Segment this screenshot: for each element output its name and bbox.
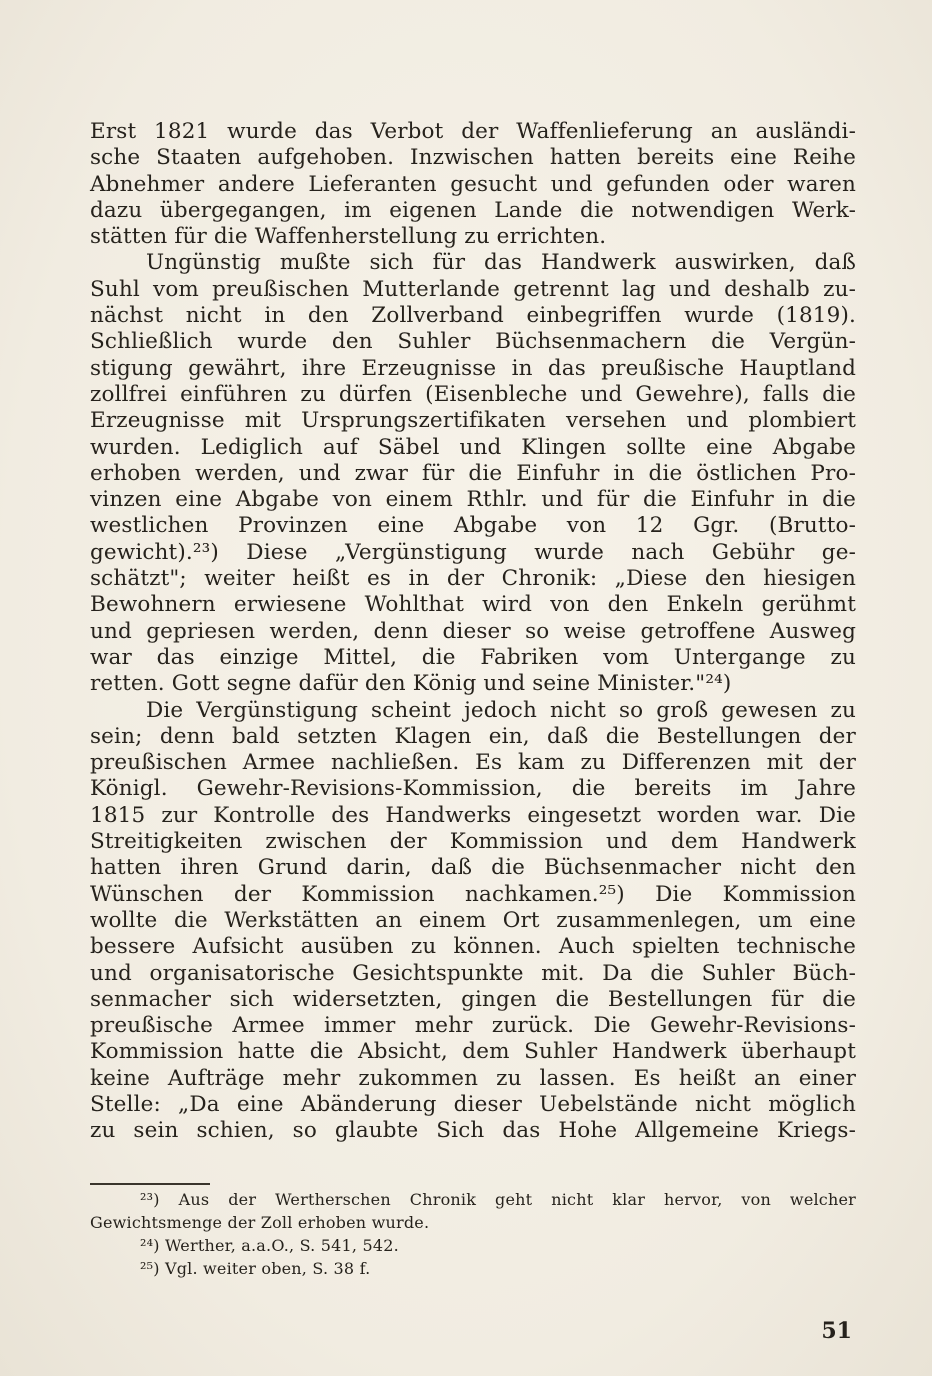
text-line: bessere Aufsicht ausüben zu können. Auch spielten technische [90,934,856,960]
footnote-line: ²³) Aus der Wertherschen Chronik geht nicht klar hervor, von welcher [140,1190,856,1209]
text-line: senmacher sich widersetzten, gingen die Bestellungen für die [90,986,856,1012]
text-line: stätten für die Waffenherstellung zu errichten. [90,224,607,250]
text-line: Königl. Gewehr-Revisions-Kommission, die bereits im Jahre [90,776,856,802]
text-line: Wünschen der Kommission nachkamen.²⁵) Die Kommission [90,881,856,907]
text-line: stigung gewährt, ihre Erzeugnisse in das preußische Hauptland [90,355,856,381]
text-line: Schließlich wurde den Suhler Büchsenmachern die Vergün- [90,329,856,355]
text-line: hatten ihren Grund darin, daß die Büchsenmacher nicht den [90,855,856,881]
text-line: nächst nicht in den Zollverband einbegriffen wurde (1819). [90,303,856,329]
text-line: vinzen eine Abgabe von einem Rthlr. und für die Einfuhr in die [90,487,856,513]
footnote-divider [90,1183,210,1185]
text-line: Ungünstig mußte sich für das Handwerk auswirken, daß [146,250,856,276]
text-line: dazu übergegangen, im eigenen Lande die notwendigen Werk- [90,197,856,223]
footnote-line: ²⁴) Werther, a.a.O., S. 541, 542. [140,1236,399,1255]
text-line: keine Aufträge mehr zukommen zu lassen. Es heißt an einer [90,1065,856,1091]
text-line: und organisatorische Gesichtspunkte mit. Da die Suhler Büch- [90,960,856,986]
text-line: Kommission hatte die Absicht, dem Suhler Handwerk überhaupt [90,1039,856,1065]
text-line: erhoben werden, und zwar für die Einfuhr in die östlichen Pro- [90,460,856,486]
text-line: Suhl vom preußischen Mutterlande getrennt lag und deshalb zu- [90,276,856,302]
text-line: retten. Gott segne dafür den König und seine Minister."²⁴) [90,671,732,697]
footnote-line: Gewichtsmenge der Zoll erhoben wurde. [90,1213,430,1232]
text-line: zollfrei einführen zu dürfen (Eisenbleche und Gewehre), falls die [90,381,856,407]
text-line: 1815 zur Kontrolle des Handwerks eingesetzt worden war. Die [90,802,856,828]
text-line: schätzt"; weiter heißt es in der Chronik: „Diese den hiesigen [90,566,856,592]
text-line: gewicht).²³) Diese „Vergünstigung wurde nach Gebühr ge- [90,539,856,565]
text-line: und gepriesen werden, denn dieser so weise getroffene Ausweg [90,618,856,644]
text-line: Bewohnern erwiesene Wohlthat wird von den Enkeln gerühmt [90,592,856,618]
text-line: wollte die Werkstätten an einem Ort zusammenlegen, um eine [90,907,856,933]
footnotes [90,1188,856,1280]
text-line: war das einzige Mittel, die Fabriken vom Untergange zu [90,644,856,670]
body-text [90,119,856,1145]
text-line: Erst 1821 wurde das Verbot der Waffenlieferung an ausländi- [90,119,856,144]
text-line: Die Vergünstigung scheint jedoch nicht so groß gewesen zu [146,697,856,723]
text-line: preußischen Armee nachließen. Es kam zu Differenzen mit der [90,750,856,776]
text-line: wurden. Lediglich auf Säbel und Klingen sollte eine Abgabe [90,434,856,460]
text-line: Abnehmer andere Lieferanten gesucht und gefunden oder waren [90,171,856,197]
text-line: westlichen Provinzen eine Abgabe von 12 Ggr. (Brutto- [90,513,856,539]
page-number: 51 [821,1318,852,1344]
text-line: sche Staaten aufgehoben. Inzwischen hatten bereits eine Reihe [90,145,856,171]
footnote-line: ²⁵) Vgl. weiter oben, S. 38 f. [140,1259,371,1278]
text-line: Stelle: „Da eine Abänderung dieser Uebelstände nicht möglich [90,1091,856,1117]
text-line: preußische Armee immer mehr zurück. Die Gewehr-Revisions- [90,1013,856,1039]
text-line: Streitigkeiten zwischen der Kommission und dem Handwerk [90,829,856,855]
text-line: zu sein schien, so glaubte Sich das Hohe Allgemeine Kriegs- [90,1118,856,1144]
text-line: Erzeugnisse mit Ursprungszertifikaten versehen und plombiert [90,408,856,434]
text-line: sein; denn bald setzten Klagen ein, daß die Bestellungen der [90,723,856,749]
